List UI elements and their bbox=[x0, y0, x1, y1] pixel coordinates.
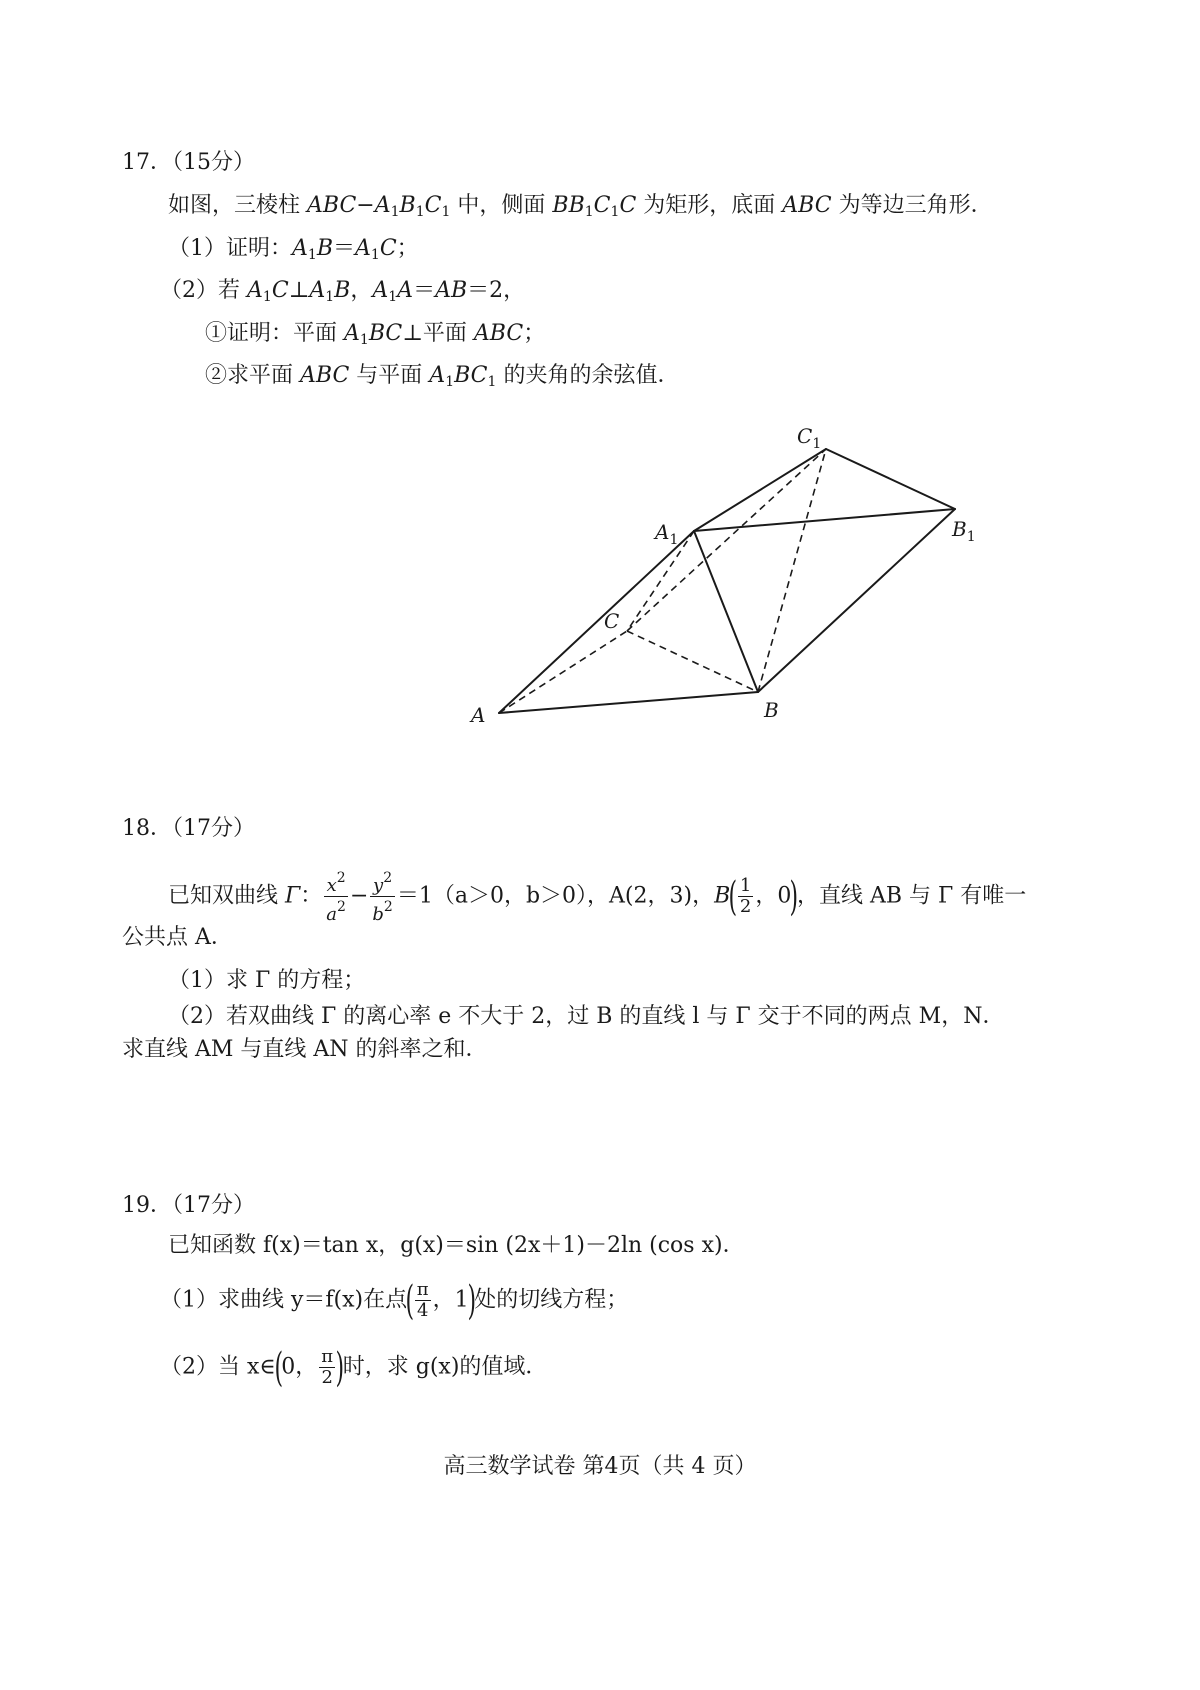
edge-A1-C1 bbox=[694, 449, 826, 531]
q17-stem: 如图，三棱柱 ABC−A1B1C1 中，侧面 BB1C1C 为矩形，底面 ABC 为等边三角形． bbox=[168, 193, 993, 220]
label-B1: $B_1$ bbox=[952, 517, 976, 545]
q18-part2-cont: 求直线 AM 与直线 AN 的斜率之和． bbox=[122, 1037, 488, 1062]
q18-points: （17分） bbox=[172, 816, 255, 841]
fraction-pi-2: $\frac{\pi}{2}$ bbox=[321, 1346, 334, 1388]
label-C1: $C_1$ bbox=[797, 424, 822, 452]
q18-header bbox=[122, 815, 255, 843]
edge-A-C bbox=[499, 631, 627, 713]
q17-points: （15分） bbox=[172, 150, 255, 175]
fraction-y2-b2: $\frac{y^2}{b^2}$ bbox=[372, 870, 393, 925]
q19-header bbox=[122, 1192, 255, 1220]
q17-part2-sub1: ①证明：平面 A1BC⊥平面 ABC； bbox=[205, 321, 546, 348]
q18-number: 18． bbox=[122, 816, 172, 841]
label-C: C bbox=[604, 609, 620, 633]
q19-points: （17分） bbox=[172, 1193, 255, 1218]
fraction-one-half: $\frac{1}{2}$ bbox=[739, 875, 752, 917]
q19-part1: （1）求曲线 y＝f(x)在点( $\frac{\pi}{4}$ ，1)处的切线方程； bbox=[160, 1277, 629, 1324]
q18-part2: （2）若双曲线 Γ 的离心率 e 不大于 2，过 B 的直线 l 与 Γ 交于不同的两点 M，N． bbox=[168, 1004, 1005, 1029]
edge-A1-B1 bbox=[694, 509, 955, 531]
edge-A-B bbox=[499, 692, 758, 713]
edge-A1-C bbox=[627, 531, 694, 631]
q18-stem-cont: 公共点 A． bbox=[122, 925, 233, 950]
q17-number: 17． bbox=[122, 150, 172, 175]
page-footer: 高三数学试卷 第4页（共 4 页） bbox=[443, 1454, 757, 1479]
q17-part2-sub2: ②求平面 ABC 与平面 A1BC1 的夹角的余弦值． bbox=[205, 363, 680, 390]
q19-part2: （2）当 x∈(0， $\frac{\pi}{2}$ )时，求 g(x)的值域． bbox=[160, 1344, 548, 1391]
edge-A-A1 bbox=[499, 531, 694, 713]
edge-C1-B1 bbox=[826, 449, 955, 509]
q19-stem: 已知函数 f(x)＝tan x，g(x)＝sin (2x＋1)－2ln (cos x)． bbox=[168, 1233, 745, 1258]
fraction-pi-4: $\frac{\pi}{4}$ bbox=[416, 1279, 429, 1321]
label-A1: $A_1$ bbox=[655, 520, 679, 548]
label-B: B bbox=[764, 698, 779, 722]
edge-B-B1 bbox=[758, 509, 955, 692]
q17-part1: （1）证明：A1B＝A1C； bbox=[168, 236, 419, 263]
q17-part2: （2）若 A1C⊥A1B，A1A＝AB＝2， bbox=[160, 278, 526, 305]
q19-number: 19． bbox=[122, 1193, 172, 1218]
label-A: A bbox=[471, 703, 486, 727]
fraction-x2-a2: $\frac{x^2}{a^2}$ bbox=[326, 870, 346, 925]
edge-A1-B bbox=[694, 531, 758, 692]
q18-stem: 已知双曲线 Γ： $\frac{x^2}{a^2}$ − $\frac{y^2}{b^2}$ ＝1（a＞0，b＞0），A(2，3)，B( $\frac{1}{2}$ ，0)，直线 AB 与 Γ 有唯一 bbox=[168, 870, 1027, 925]
q18-part1: （1）求 Γ 的方程； bbox=[168, 968, 366, 993]
